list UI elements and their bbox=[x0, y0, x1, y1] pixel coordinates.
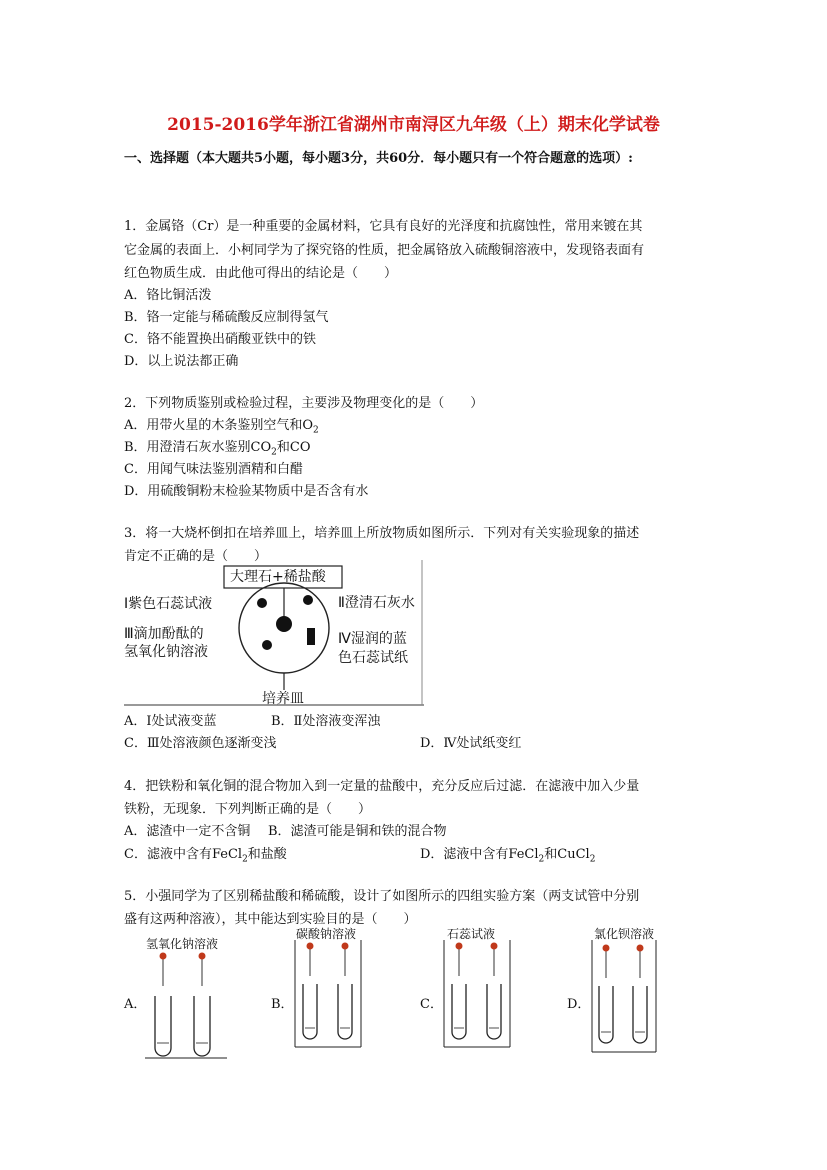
q5-stem-line-2: 盛有这两种溶液），其中能达到实验目的是（ ） bbox=[124, 912, 417, 927]
q3-option-c[interactable]: C．Ⅲ处溶液颜色逐渐变浅 bbox=[124, 736, 277, 751]
page-title: 2015-2016学年浙江省湖州市南浔区九年级（上）期末化学试卷 bbox=[167, 115, 660, 135]
q2-option-b[interactable] bbox=[124, 436, 311, 458]
q5-option-c-letter[interactable]: C． bbox=[420, 997, 443, 1012]
q1-option-b[interactable]: B．铬一定能与稀硫酸反应制得氢气 bbox=[124, 310, 329, 325]
q2-option-b-tail: 和CO bbox=[276, 440, 311, 455]
spot-1-dot bbox=[257, 598, 267, 608]
q5-option-a-figure bbox=[145, 950, 230, 1060]
q3-label-4b: 色石蕊试纸 bbox=[338, 650, 408, 666]
q3-label-2: Ⅱ澄清石灰水 bbox=[338, 595, 415, 611]
q5-option-c-figure bbox=[442, 940, 512, 1050]
q4-stem-line-1: 4．把铁粉和氧化铜的混合物加入到一定量的盐酸中，充分反应后过滤．在滤液中加入少量 bbox=[124, 779, 640, 794]
q4-option-d-sub2: 2 bbox=[589, 854, 596, 865]
q1-option-a[interactable]: A．铬比铜活泼 bbox=[124, 288, 212, 303]
q5-stem-line-1: 5．小强同学为了区别稀盐酸和稀硫酸，设计了如图所示的四组实验方案（两支试管中分别 bbox=[124, 889, 640, 904]
q4-option-d-sub1: 2 bbox=[538, 854, 545, 865]
q2-option-b-sub: 2 bbox=[271, 447, 277, 458]
q5-option-c-reagent: 石蕊试液 bbox=[447, 927, 496, 941]
q3-label-3b: 氢氧化钠溶液 bbox=[124, 644, 208, 660]
q1-stem-line-1: 1．金属铬（Cr）是一种重要的金属材料，它具有良好的光泽度和抗腐蚀性，常用来镀在其 bbox=[124, 219, 643, 234]
q5-option-d-letter[interactable]: D． bbox=[567, 997, 591, 1012]
q4-option-a[interactable]: A．滤渣中一定不含铜 bbox=[124, 824, 251, 839]
q3-label-bottom: 培养皿 bbox=[262, 691, 304, 707]
q4-option-d[interactable] bbox=[420, 843, 595, 865]
spot-2-dot bbox=[303, 595, 313, 605]
q2-option-b-text: B．用澄清石灰水鉴别CO bbox=[124, 440, 272, 455]
section-heading: 一、选择题（本大题共5小题，每小题3分，共60分．每小题只有一个符合题意的选项）: bbox=[124, 151, 633, 166]
q2-option-d[interactable]: D．用硫酸铜粉末检验某物质中是否含有水 bbox=[124, 484, 369, 499]
q5-option-a-reagent: 氢氧化钠溶液 bbox=[146, 937, 219, 951]
q5-option-b-letter[interactable]: B． bbox=[271, 997, 294, 1012]
center-dot bbox=[276, 616, 292, 632]
q4-option-d-text: D．滤液中含有FeCl bbox=[420, 847, 539, 862]
q4-stem-line-2: 铁粉，无现象．下列判断正确的是（ ） bbox=[124, 802, 372, 817]
q2-option-a-sub: 2 bbox=[313, 425, 319, 436]
q5-option-a-letter[interactable]: A． bbox=[124, 997, 147, 1012]
q1-stem-line-2: 它金属的表面上．小柯同学为了探究铬的性质，把金属铬放入硫酸铜溶液中，发现铬表面有 bbox=[124, 243, 645, 258]
q4-option-c-tail: 和盐酸 bbox=[247, 847, 287, 862]
q3-option-d[interactable]: D．Ⅳ处试纸变红 bbox=[420, 736, 522, 751]
q1-stem-line-3: 红色物质生成．由此他可得出的结论是（ ） bbox=[124, 266, 398, 281]
q1-option-c[interactable]: C．铬不能置换出硝酸亚铁中的铁 bbox=[124, 332, 316, 347]
q2-option-c[interactable]: C．用闻气味法鉴别酒精和白醋 bbox=[124, 462, 303, 477]
q5-option-d-reagent: 氯化钡溶液 bbox=[594, 927, 655, 941]
q2-option-a[interactable] bbox=[124, 414, 319, 436]
q2-stem: 2．下列物质鉴别或检验过程，主要涉及物理变化的是（ ） bbox=[124, 396, 484, 411]
q4-option-c-text: C．滤液中含有FeCl bbox=[124, 847, 243, 862]
q5-option-b-reagent: 碳酸钠溶液 bbox=[296, 927, 357, 941]
q3-stem-line-2: 肯定不正确的是（ ） bbox=[124, 549, 268, 564]
q3-label-4a: Ⅳ湿润的蓝 bbox=[338, 631, 407, 647]
spot-3-dot bbox=[262, 640, 272, 650]
q3-option-a[interactable]: A．Ⅰ处试液变蓝 bbox=[124, 714, 217, 729]
q5-option-d-figure bbox=[590, 940, 660, 1055]
q3-stem-line-1: 3．将一大烧杯倒扣在培养皿上，培养皿上所放物质如图所示．下列对有关实验现象的描述 bbox=[124, 526, 640, 541]
q2-option-a-text: A．用带火星的木条鉴别空气和O bbox=[124, 418, 314, 433]
q4-option-c[interactable] bbox=[124, 843, 287, 865]
spot-4-paper bbox=[307, 628, 315, 645]
q4-option-b[interactable]: B．滤渣可能是铜和铁的混合物 bbox=[268, 824, 447, 839]
q3-label-top: 大理石+稀盐酸 bbox=[230, 569, 326, 585]
q1-option-d[interactable]: D．以上说法都正确 bbox=[124, 354, 239, 369]
q3-label-1: Ⅰ紫色石蕊试液 bbox=[124, 596, 213, 612]
q4-option-d-mid: 和CuCl bbox=[544, 847, 590, 862]
q3-label-3a: Ⅲ滴加酚酞的 bbox=[124, 626, 204, 642]
q5-option-b-figure bbox=[293, 940, 363, 1050]
q3-option-b[interactable]: B．Ⅱ处溶液变浑浊 bbox=[271, 714, 381, 729]
q4-option-c-sub: 2 bbox=[242, 854, 248, 865]
